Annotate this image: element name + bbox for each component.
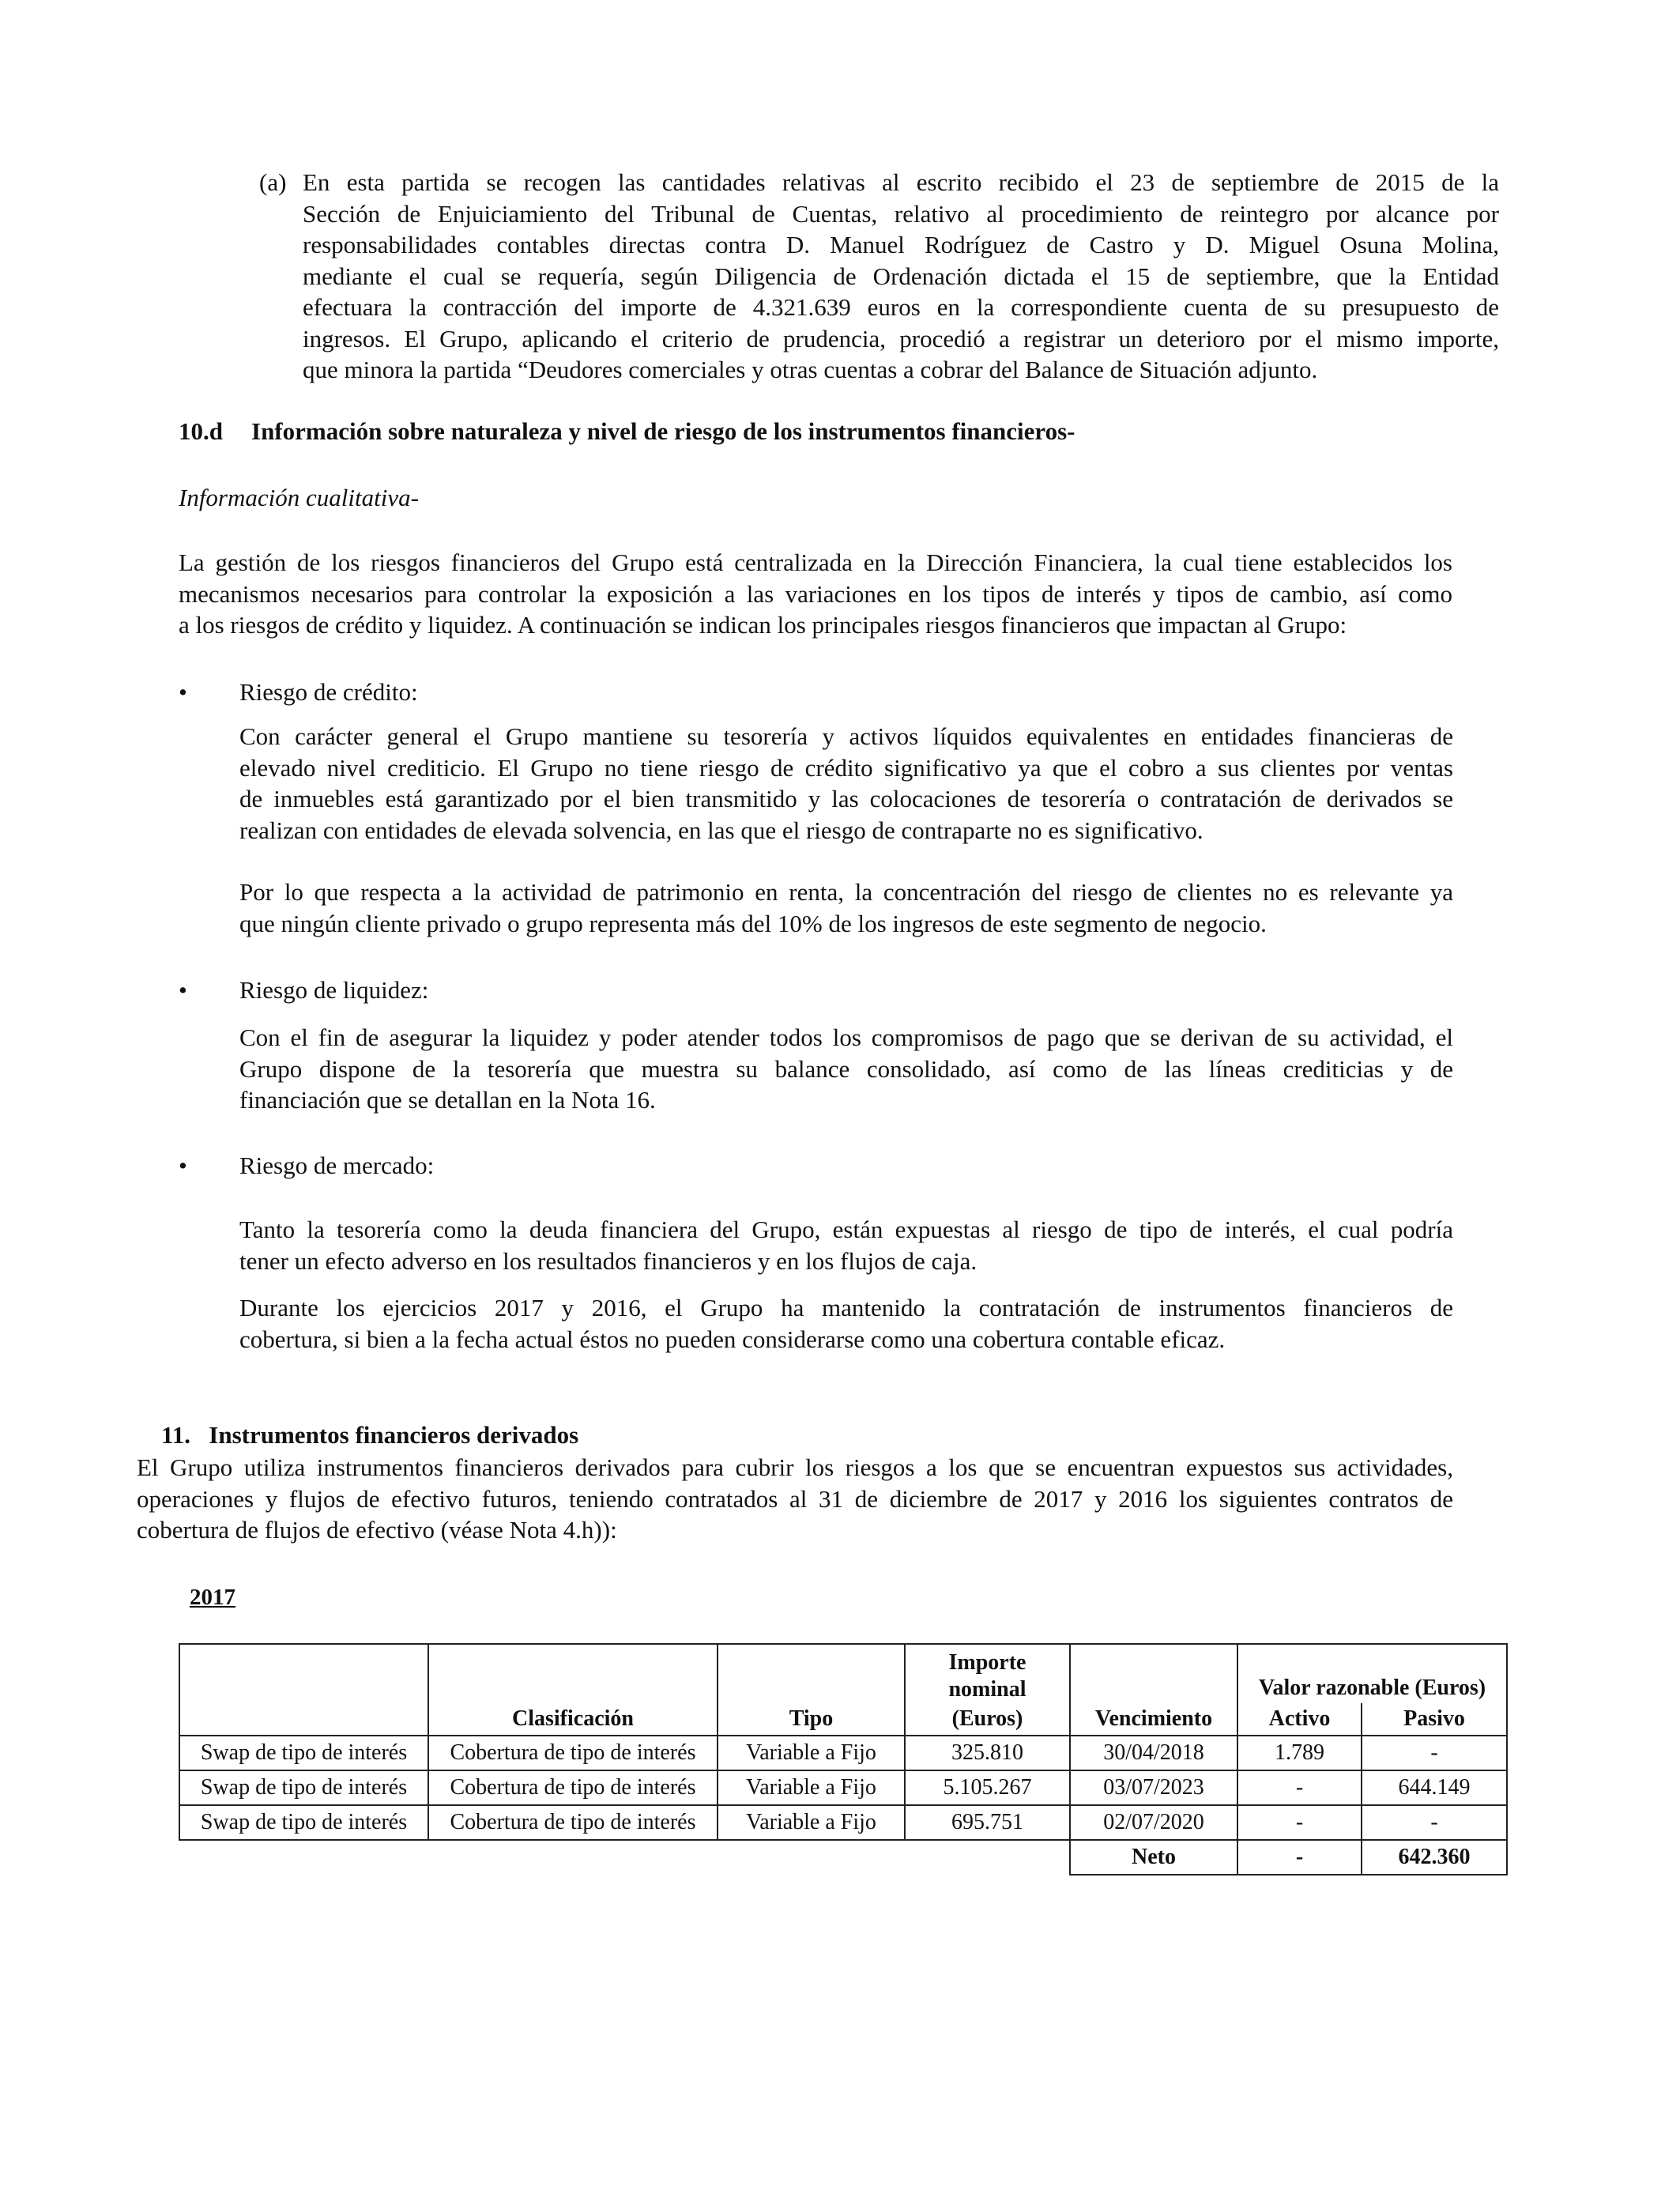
cell-pasivo: -	[1362, 1805, 1507, 1840]
cell-neto-activo: -	[1237, 1840, 1362, 1875]
cell-activo: -	[1237, 1805, 1362, 1840]
market-heading-text: Riesgo de mercado:	[239, 1152, 435, 1179]
table-cell	[179, 1840, 428, 1875]
market-heading	[239, 1150, 434, 1182]
header-clasificacion: Clasificación	[428, 1703, 718, 1736]
table-header-row-1	[179, 1644, 1507, 1703]
liquidity-heading-text: Riesgo de liquidez:	[239, 976, 429, 1004]
cell-pasivo: 644.149	[1362, 1770, 1507, 1805]
text-line: operaciones y flujos de efectivo futuros, teniendo contratados al 31 de diciembre de 2017 y 2016 los siguientes contratos de	[137, 1484, 1453, 1513]
cell-vencimiento: 03/07/2023	[1070, 1770, 1237, 1805]
cell-instrumento: Swap de tipo de interés	[179, 1736, 428, 1770]
intro-paragraph	[179, 547, 1452, 641]
bullet-market	[179, 1150, 187, 1182]
cell-tipo: Variable a Fijo	[718, 1805, 905, 1840]
cell-clasificacion: Cobertura de tipo de interés	[428, 1736, 718, 1770]
table-cell	[179, 1644, 428, 1703]
header-activo: Activo	[1237, 1703, 1362, 1736]
text-line: Durante los ejercicios 2017 y 2016, el Grupo ha mantenido la contratación de instrumentos financieros de	[239, 1294, 1453, 1321]
table-cell	[905, 1840, 1070, 1875]
note-a-text	[303, 167, 1499, 386]
cell-activo: 1.789	[1237, 1736, 1362, 1770]
text-line: Sección de Enjuiciamiento del Tribunal de Cuentas, relativo al procedimiento de reintegro por alcance por	[303, 199, 1499, 228]
cell-tipo: Variable a Fijo	[718, 1736, 905, 1770]
bullet-icon: •	[179, 678, 187, 706]
cell-pasivo: -	[1362, 1736, 1507, 1770]
text-line: Por lo que respecta a la actividad de patrimonio en renta, la concentración del riesgo de clientes no es relevante ya	[239, 878, 1453, 906]
cell-instrumento: Swap de tipo de interés	[179, 1770, 428, 1805]
bullet-liquidity	[179, 974, 187, 1006]
cell-importe: 5.105.267	[905, 1770, 1070, 1805]
cell-importe: 325.810	[905, 1736, 1070, 1770]
section-10d-heading	[179, 416, 223, 447]
text-line: financiación que se detallan en la Nota 16.	[239, 1086, 656, 1114]
market-paragraph-2	[239, 1292, 1453, 1355]
section-11-title: 11. Instrumentos financieros derivados	[161, 1420, 579, 1449]
cell-tipo: Variable a Fijo	[718, 1770, 905, 1805]
year-label-text: 2017	[190, 1585, 235, 1610]
text-line: a los riesgos de crédito y liquidez. A continuación se indican los principales riesgos financieros que impactan al Grupo:	[179, 611, 1347, 639]
text-line: tener un efecto adverso en los resultados financieros y en los flujos de caja.	[239, 1246, 977, 1275]
bullet-credit	[179, 677, 187, 708]
cell-neto-pasivo: 642.360	[1362, 1840, 1507, 1875]
credit-heading	[239, 677, 418, 708]
text-line: El Grupo utiliza instrumentos financieros derivados para cubrir los riesgos a los que se encuentran expuestos sus actividades,	[137, 1453, 1453, 1481]
table-row	[179, 1736, 1507, 1770]
cell-clasificacion: Cobertura de tipo de interés	[428, 1770, 718, 1805]
table-cell	[179, 1703, 428, 1736]
section-title: Información sobre naturaleza y nivel de riesgo de los instrumentos financieros-	[251, 417, 1075, 445]
derivatives-table	[179, 1643, 1508, 1875]
note-a-marker: (a)	[259, 168, 287, 196]
section-10d-title	[251, 416, 1075, 447]
header-valor-razonable: Valor razonable (Euros)	[1237, 1644, 1507, 1703]
liquidity-paragraph	[239, 1022, 1453, 1116]
text-line: cobertura, si bien a la fecha actual éstos no pueden considerarse como una cobertura contable eficaz.	[239, 1325, 1226, 1353]
header-importe-line2: nominal	[948, 1677, 1026, 1702]
cell-clasificacion: Cobertura de tipo de interés	[428, 1805, 718, 1840]
table-cell	[428, 1644, 718, 1703]
bullet-icon: •	[179, 976, 187, 1004]
table-cell	[428, 1840, 718, 1875]
text-line: ingresos. El Grupo, aplicando el criterio de prudencia, procedió a registrar un deterioro por el mismo importe,	[303, 324, 1499, 352]
table-row	[179, 1805, 1507, 1840]
text-line: que minora la partida “Deudores comerciales y otras cuentas a cobrar del Balance de Situación adjunto.	[303, 356, 1318, 383]
header-vencimiento: Vencimiento	[1070, 1703, 1237, 1736]
section-11-intro	[137, 1452, 1453, 1546]
section-number: 10.d	[179, 417, 223, 445]
credit-heading-text: Riesgo de crédito:	[239, 678, 418, 706]
credit-paragraph-2	[239, 876, 1453, 939]
text-line: Grupo dispone de la tesorería que muestra su balance consolidado, así como de las líneas crediticias y de	[239, 1054, 1453, 1083]
header-pasivo: Pasivo	[1362, 1703, 1507, 1736]
credit-paragraph-1	[239, 721, 1453, 846]
header-importe-line1: Importe	[948, 1650, 1026, 1675]
cell-importe: 695.751	[905, 1805, 1070, 1840]
cell-activo: -	[1237, 1770, 1362, 1805]
text-line: elevado nivel crediticio. El Grupo no tiene riesgo de crédito significativo ya que el cobro a sus clientes por ventas	[239, 753, 1453, 782]
table-cell	[718, 1840, 905, 1875]
cell-neto-label: Neto	[1070, 1840, 1237, 1875]
text-line: Con el fin de asegurar la liquidez y poder atender todos los compromisos de pago que se derivan de su actividad, el	[239, 1023, 1453, 1051]
table-total-row	[179, 1840, 1507, 1875]
text-line: Con carácter general el Grupo mantiene su tesorería y activos líquidos equivalentes en entidades financieras de	[239, 722, 1453, 750]
bullet-icon: •	[179, 1152, 187, 1179]
table-cell	[1070, 1644, 1237, 1703]
subtitle	[179, 482, 419, 514]
text-line: mecanismos necesarios para controlar la exposición a las variaciones en los tipos de interés y tipos de cambio, así como	[179, 579, 1452, 608]
header-tipo: Tipo	[718, 1703, 905, 1736]
text-line: efectuara la contracción del importe de 4.321.639 euros en la correspondiente cuenta de su presupuesto de	[303, 293, 1499, 321]
cell-vencimiento: 02/07/2020	[1070, 1805, 1237, 1840]
text-line: mediante el cual se requería, según Diligencia de Ordenación dictada el 15 de septiembre, que la Entidad	[303, 262, 1499, 290]
text-line: cobertura de flujos de efectivo (véase Nota 4.h)):	[137, 1516, 617, 1544]
market-paragraph-1	[239, 1214, 1453, 1276]
text-line: que ningún cliente privado o grupo representa más del 10% de los ingresos de este segmento de negocio.	[239, 909, 1267, 937]
header-euros: (Euros)	[905, 1703, 1070, 1736]
text-line: En esta partida se recogen las cantidades relativas al escrito recibido el 23 de septiembre de 2015 de la	[303, 168, 1499, 196]
subtitle-text: Información cualitativa-	[179, 484, 419, 511]
text-line: realizan con entidades de elevada solvencia, en las que el riesgo de contraparte no es significativo.	[239, 816, 1203, 844]
table-row	[179, 1770, 1507, 1805]
text-line: Tanto la tesorería como la deuda financiera del Grupo, están expuestas al riesgo de tipo de interés, el cual podría	[239, 1216, 1453, 1243]
table-header-row-2	[179, 1703, 1507, 1736]
cell-vencimiento: 30/04/2018	[1070, 1736, 1237, 1770]
text-line: de inmuebles está garantizado por el bien transmitido y las colocaciones de tesorería o contratación de derivados se	[239, 785, 1453, 812]
cell-instrumento: Swap de tipo de interés	[179, 1805, 428, 1840]
table-cell	[718, 1644, 905, 1703]
year-label	[190, 1582, 235, 1614]
text-line: responsabilidades contables directas contra D. Manuel Rodríguez de Castro y D. Miguel Osuna Molina,	[303, 231, 1499, 258]
header-importe	[905, 1644, 1070, 1703]
text-line: La gestión de los riesgos financieros del Grupo está centralizada en la Dirección Financiera, la cual tiene establecidos los	[179, 548, 1452, 576]
liquidity-heading	[239, 974, 428, 1006]
